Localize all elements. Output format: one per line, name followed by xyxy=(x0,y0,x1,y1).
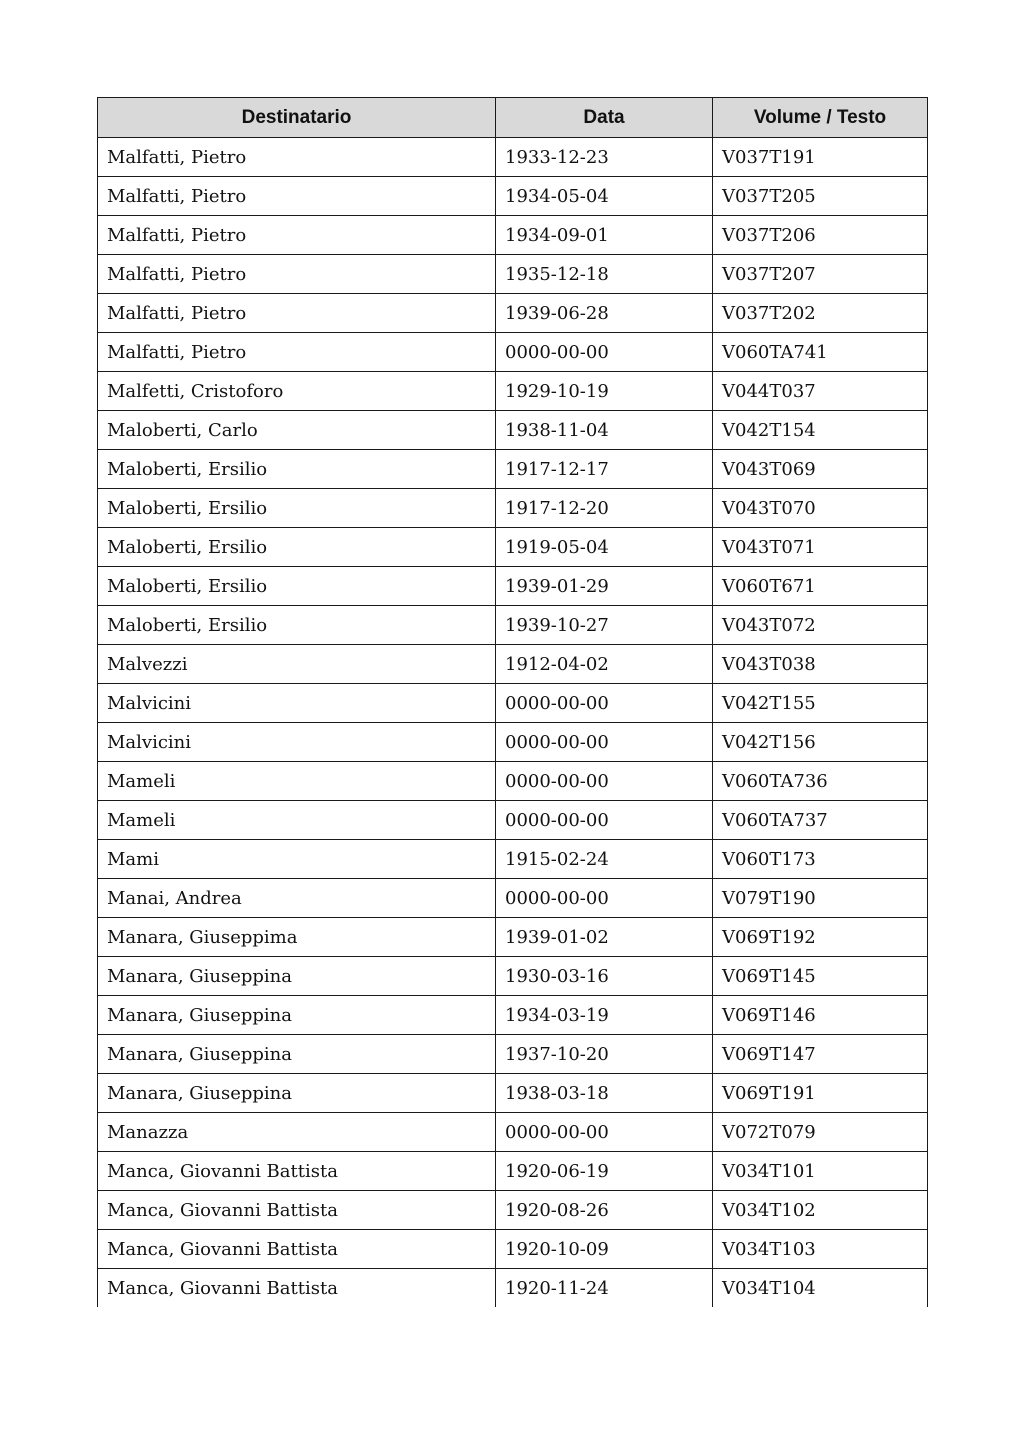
table-body xyxy=(98,138,928,1308)
table-row xyxy=(98,255,928,294)
recipient-cell: Manara, Giuseppima xyxy=(98,918,496,957)
recipient-cell: Manai, Andrea xyxy=(98,879,496,918)
table-row xyxy=(98,372,928,411)
volume-text-cell: V043T072 xyxy=(713,606,928,645)
recipient-cell: Malfatti, Pietro xyxy=(98,333,496,372)
date-cell: 1920-10-09 xyxy=(496,1230,713,1269)
recipient-cell: Manca, Giovanni Battista xyxy=(98,1230,496,1269)
volume-text-cell: V034T103 xyxy=(713,1230,928,1269)
recipient-cell: Manara, Giuseppina xyxy=(98,996,496,1035)
recipient-cell: Malfatti, Pietro xyxy=(98,294,496,333)
recipient-cell: Manca, Giovanni Battista xyxy=(98,1152,496,1191)
date-cell: 1938-11-04 xyxy=(496,411,713,450)
volume-text-cell: V037T207 xyxy=(713,255,928,294)
table-row xyxy=(98,138,928,177)
date-cell: 1917-12-20 xyxy=(496,489,713,528)
table-row xyxy=(98,333,928,372)
volume-text-cell: V060TA737 xyxy=(713,801,928,840)
recipient-cell: Malvezzi xyxy=(98,645,496,684)
recipient-cell: Mameli xyxy=(98,762,496,801)
recipient-cell: Maloberti, Ersilio xyxy=(98,489,496,528)
table-row xyxy=(98,450,928,489)
date-cell: 0000-00-00 xyxy=(496,723,713,762)
table-row xyxy=(98,567,928,606)
table-row xyxy=(98,1191,928,1230)
date-cell: 1939-01-02 xyxy=(496,918,713,957)
column-header-recipient: Destinatario xyxy=(98,98,496,138)
recipient-cell: Mami xyxy=(98,840,496,879)
table-row xyxy=(98,840,928,879)
table-row xyxy=(98,1074,928,1113)
date-cell: 1915-02-24 xyxy=(496,840,713,879)
column-header-date: Data xyxy=(496,98,713,138)
recipient-cell: Malfatti, Pietro xyxy=(98,138,496,177)
table-row xyxy=(98,801,928,840)
volume-text-cell: V060T173 xyxy=(713,840,928,879)
recipient-cell: Malfetti, Cristoforo xyxy=(98,372,496,411)
table-row xyxy=(98,762,928,801)
date-cell: 0000-00-00 xyxy=(496,801,713,840)
table-row xyxy=(98,1269,928,1308)
table-header-row xyxy=(98,98,928,138)
recipient-cell: Manara, Giuseppina xyxy=(98,957,496,996)
table-row xyxy=(98,489,928,528)
date-cell: 1920-08-26 xyxy=(496,1191,713,1230)
date-cell: 1930-03-16 xyxy=(496,957,713,996)
table-row xyxy=(98,645,928,684)
date-cell: 0000-00-00 xyxy=(496,879,713,918)
table-row xyxy=(98,177,928,216)
volume-text-cell: V034T101 xyxy=(713,1152,928,1191)
recipient-cell: Malvicini xyxy=(98,723,496,762)
volume-text-cell: V042T154 xyxy=(713,411,928,450)
date-cell: 1912-04-02 xyxy=(496,645,713,684)
recipient-cell: Maloberti, Ersilio xyxy=(98,567,496,606)
volume-text-cell: V060T671 xyxy=(713,567,928,606)
table-row xyxy=(98,1113,928,1152)
recipient-cell: Malvicini xyxy=(98,684,496,723)
table-row xyxy=(98,918,928,957)
volume-text-cell: V069T191 xyxy=(713,1074,928,1113)
recipient-cell: Manca, Giovanni Battista xyxy=(98,1191,496,1230)
date-cell: 0000-00-00 xyxy=(496,684,713,723)
volume-text-cell: V069T145 xyxy=(713,957,928,996)
date-cell: 1934-09-01 xyxy=(496,216,713,255)
date-cell: 1934-03-19 xyxy=(496,996,713,1035)
letters-index-table xyxy=(97,97,928,1307)
recipient-cell: Manazza xyxy=(98,1113,496,1152)
volume-text-cell: V079T190 xyxy=(713,879,928,918)
volume-text-cell: V042T155 xyxy=(713,684,928,723)
date-cell: 1938-03-18 xyxy=(496,1074,713,1113)
recipient-cell: Malfatti, Pietro xyxy=(98,177,496,216)
volume-text-cell: V060TA736 xyxy=(713,762,928,801)
recipient-cell: Manara, Giuseppina xyxy=(98,1074,496,1113)
volume-text-cell: V037T205 xyxy=(713,177,928,216)
volume-text-cell: V034T102 xyxy=(713,1191,928,1230)
table-row xyxy=(98,1230,928,1269)
table-row xyxy=(98,216,928,255)
table-row xyxy=(98,1035,928,1074)
table-row xyxy=(98,1152,928,1191)
table-row xyxy=(98,957,928,996)
date-cell: 0000-00-00 xyxy=(496,333,713,372)
recipient-cell: Manara, Giuseppina xyxy=(98,1035,496,1074)
date-cell: 1939-10-27 xyxy=(496,606,713,645)
table-row xyxy=(98,684,928,723)
volume-text-cell: V043T038 xyxy=(713,645,928,684)
table-row xyxy=(98,723,928,762)
date-cell: 1920-11-24 xyxy=(496,1269,713,1308)
recipient-cell: Manca, Giovanni Battista xyxy=(98,1269,496,1308)
volume-text-cell: V069T192 xyxy=(713,918,928,957)
date-cell: 1939-06-28 xyxy=(496,294,713,333)
volume-text-cell: V043T070 xyxy=(713,489,928,528)
volume-text-cell: V069T146 xyxy=(713,996,928,1035)
volume-text-cell: V037T202 xyxy=(713,294,928,333)
recipient-cell: Mameli xyxy=(98,801,496,840)
volume-text-cell: V043T071 xyxy=(713,528,928,567)
date-cell: 0000-00-00 xyxy=(496,1113,713,1152)
date-cell: 1937-10-20 xyxy=(496,1035,713,1074)
recipient-cell: Malfatti, Pietro xyxy=(98,255,496,294)
recipient-cell: Malfatti, Pietro xyxy=(98,216,496,255)
table-row xyxy=(98,294,928,333)
volume-text-cell: V060TA741 xyxy=(713,333,928,372)
volume-text-cell: V043T069 xyxy=(713,450,928,489)
date-cell: 1919-05-04 xyxy=(496,528,713,567)
table-row xyxy=(98,411,928,450)
date-cell: 1939-01-29 xyxy=(496,567,713,606)
volume-text-cell: V042T156 xyxy=(713,723,928,762)
volume-text-cell: V034T104 xyxy=(713,1269,928,1308)
date-cell: 1933-12-23 xyxy=(496,138,713,177)
recipient-cell: Maloberti, Ersilio xyxy=(98,528,496,567)
date-cell: 1929-10-19 xyxy=(496,372,713,411)
volume-text-cell: V037T191 xyxy=(713,138,928,177)
table-row xyxy=(98,528,928,567)
date-cell: 1935-12-18 xyxy=(496,255,713,294)
recipient-cell: Maloberti, Ersilio xyxy=(98,450,496,489)
volume-text-cell: V037T206 xyxy=(713,216,928,255)
date-cell: 0000-00-00 xyxy=(496,762,713,801)
date-cell: 1917-12-17 xyxy=(496,450,713,489)
volume-text-cell: V044T037 xyxy=(713,372,928,411)
date-cell: 1934-05-04 xyxy=(496,177,713,216)
table-row xyxy=(98,996,928,1035)
recipient-cell: Maloberti, Carlo xyxy=(98,411,496,450)
volume-text-cell: V072T079 xyxy=(713,1113,928,1152)
table-row xyxy=(98,606,928,645)
volume-text-cell: V069T147 xyxy=(713,1035,928,1074)
recipient-cell: Maloberti, Ersilio xyxy=(98,606,496,645)
table-row xyxy=(98,879,928,918)
date-cell: 1920-06-19 xyxy=(496,1152,713,1191)
column-header-volume-text: Volume / Testo xyxy=(713,98,928,138)
